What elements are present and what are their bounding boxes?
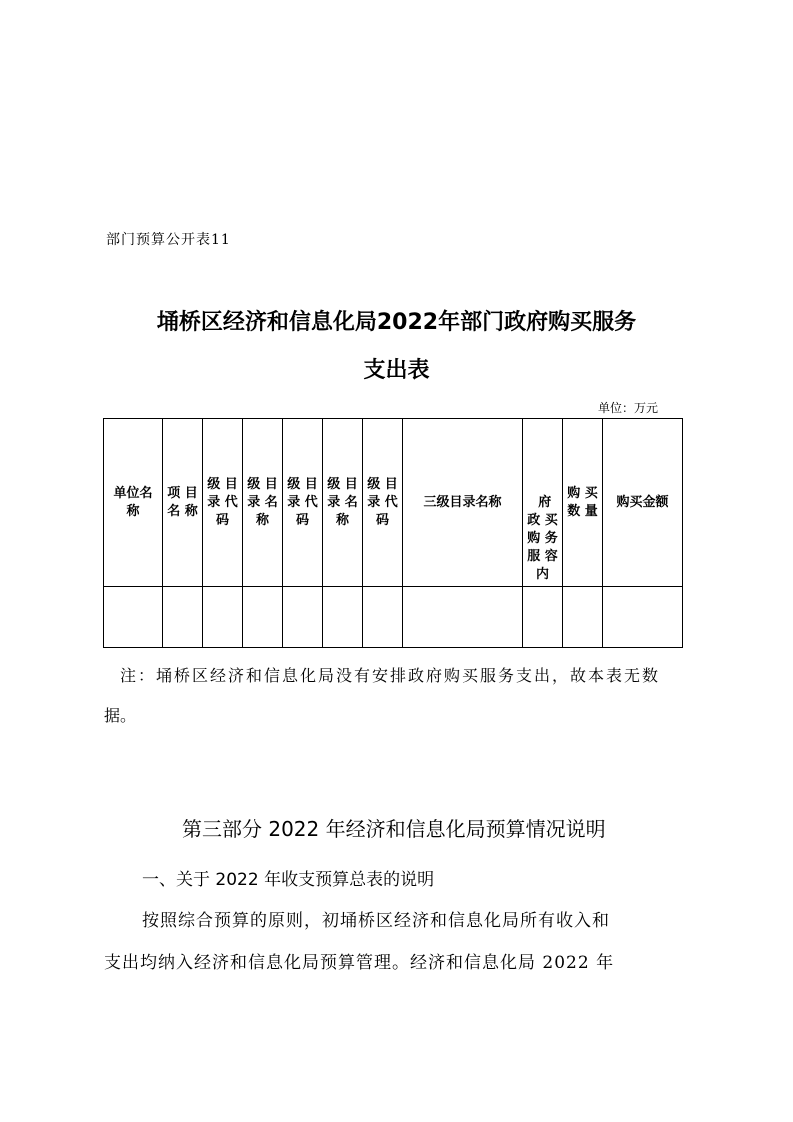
header-unit-name: 单位名 称 xyxy=(104,419,163,587)
document-title-line-1: 埇桥区经济和信息化局2022年部门政府购买服务 xyxy=(156,310,637,335)
header-level3-name: 三级目录名称 xyxy=(403,419,523,587)
paragraph-line-2: 支出均纳入经济和信息化局预算管理。经济和信息化局 2022 年 xyxy=(104,953,615,973)
table-row xyxy=(104,587,683,648)
header-amount: 购买金额 xyxy=(603,419,683,587)
header-quantity: 购 买 数 量 xyxy=(563,419,603,587)
table-cell xyxy=(283,587,323,648)
document-title-line-2: 支出表 xyxy=(363,358,430,383)
header-level2-code: 级 目 录 代 码 xyxy=(283,419,323,587)
note-line-1: 注：埇桥区经济和信息化局没有安排政府购买服务支出，故本表无数 xyxy=(120,666,661,685)
table-number-label: 部门预算公开表11 xyxy=(106,232,231,248)
table-cell xyxy=(403,587,523,648)
table-cell xyxy=(523,587,563,648)
purchase-services-table xyxy=(103,418,683,648)
table-cell xyxy=(563,587,603,648)
header-level1-name: 级 目 录 名 称 xyxy=(243,419,283,587)
paragraph-line-1: 按照综合预算的原则，初埇桥区经济和信息化局所有收入和 xyxy=(142,911,610,931)
unit-label: 单位：万元 xyxy=(598,401,659,415)
table-cell xyxy=(163,587,203,648)
header-service-content: 府 政 买 购 务 服 容 内 xyxy=(523,419,563,587)
note-line-2: 据。 xyxy=(104,706,137,725)
header-project-name: 项 目 名 称 xyxy=(163,419,203,587)
table-cell xyxy=(243,587,283,648)
table-cell xyxy=(104,587,163,648)
table-cell xyxy=(363,587,403,648)
table-cell xyxy=(203,587,243,648)
table-cell xyxy=(603,587,683,648)
table-cell xyxy=(323,587,363,648)
section1-heading: 一、关于 2022 年收支预算总表的说明 xyxy=(142,870,435,890)
header-level2-name: 级 目 录 名 称 xyxy=(323,419,363,587)
table-header-row xyxy=(104,419,683,587)
header-level3-code: 级 目 录 代 码 xyxy=(363,419,403,587)
part3-heading: 第三部分 2022 年经济和信息化局预算情况说明 xyxy=(182,817,606,841)
header-level1-code: 级 目 录 代 码 xyxy=(203,419,243,587)
